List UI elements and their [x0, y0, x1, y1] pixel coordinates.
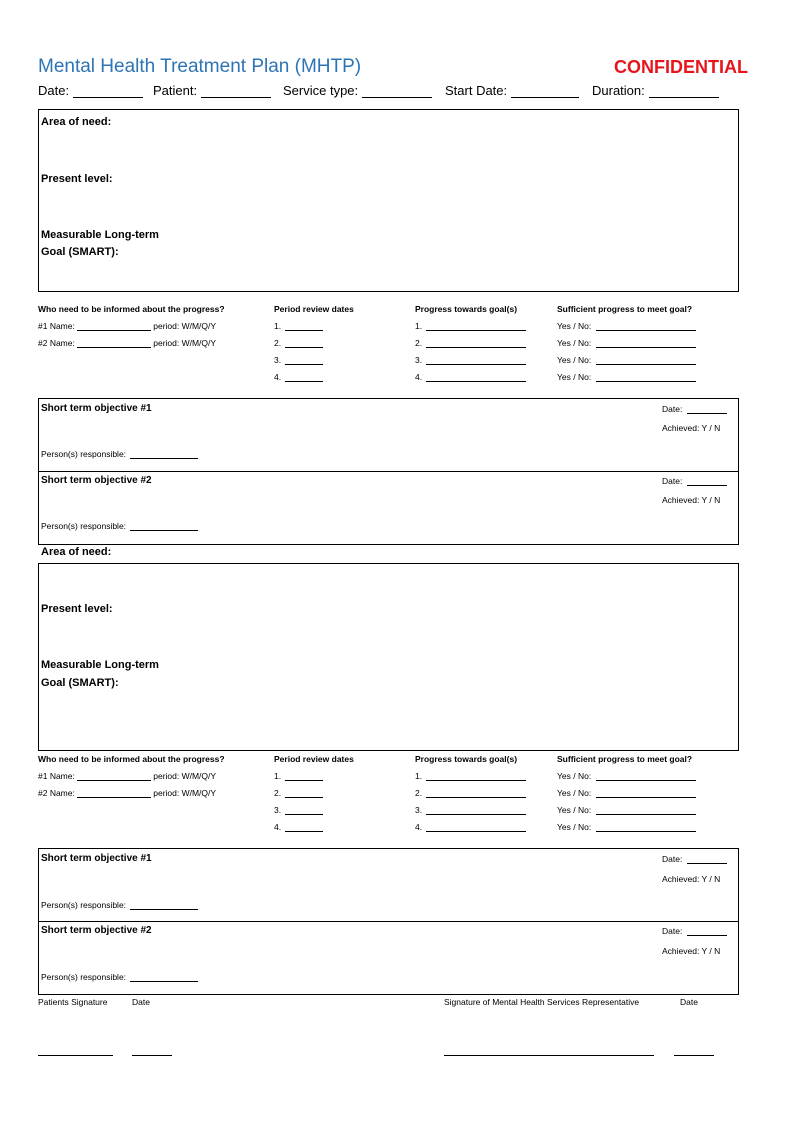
sufficient-2-2[interactable]: Yes / No:	[557, 788, 696, 798]
patient-field[interactable]: Patient:	[153, 83, 271, 98]
review-date-4[interactable]: 4.	[274, 372, 323, 382]
area-of-need-label: Area of need:	[41, 116, 112, 128]
inform-header-2: Who need to be informed about the progress?	[38, 754, 225, 764]
sufficient-header: Sufficient progress to meet goal?	[557, 304, 693, 314]
name-2-field[interactable]: #2 Name: period: W/M/Q/Y	[38, 338, 217, 348]
patient-date-label: Date	[132, 997, 150, 1007]
confidential-label: CONFIDENTIAL	[614, 57, 748, 77]
rep-signature-line[interactable]	[444, 1055, 654, 1056]
sufficient-2[interactable]: Yes / No:	[557, 338, 696, 348]
objective-2-achieved-2[interactable]: Achieved: Y / N	[662, 946, 721, 956]
progress-header-2: Progress towards goal(s)	[415, 754, 518, 764]
smart-goal-label-2: Goal (SMART):	[41, 677, 119, 689]
area-of-need-label-2: Area of need:	[41, 546, 112, 558]
objective-1-date[interactable]: Date:	[662, 404, 727, 414]
objective-2-date-2[interactable]: Date:	[662, 926, 727, 936]
long-term-goal-label: Measurable Long-term	[41, 229, 159, 241]
review-date-2[interactable]: 2.	[274, 338, 323, 348]
start-date-field[interactable]: Start Date:	[445, 83, 579, 98]
progress-header: Progress towards goal(s)	[415, 304, 518, 314]
objective-1-title-2: Short term objective #1	[41, 853, 152, 864]
name-1-field[interactable]: #1 Name: period: W/M/Q/Y	[38, 321, 217, 331]
review-date-1[interactable]: 1.	[274, 321, 323, 331]
sufficient-header-2: Sufficient progress to meet goal?	[557, 754, 693, 764]
objective-2-title-2: Short term objective #2	[41, 925, 152, 936]
progress-2[interactable]: 2.	[415, 338, 526, 348]
rep-date-label: Date	[680, 997, 698, 1007]
objective-1-title: Short term objective #1	[41, 403, 152, 414]
name-1-field-2[interactable]: #1 Name: period: W/M/Q/Y	[38, 771, 217, 781]
present-level-label-2: Present level:	[41, 603, 113, 615]
progress-1-2[interactable]: 1.	[415, 771, 526, 781]
review-date-4-2[interactable]: 4.	[274, 822, 323, 832]
review-dates-header: Period review dates	[274, 304, 354, 314]
objective-2-person[interactable]: Person(s) responsible:	[41, 521, 198, 531]
review-date-2-2[interactable]: 2.	[274, 788, 323, 798]
duration-field[interactable]: Duration:	[592, 83, 719, 98]
present-level-label: Present level:	[41, 173, 113, 185]
patient-date-line[interactable]	[132, 1055, 172, 1056]
patient-signature-line[interactable]	[38, 1055, 113, 1056]
rep-date-line[interactable]	[674, 1055, 714, 1056]
sufficient-3[interactable]: Yes / No:	[557, 355, 696, 365]
review-date-3-2[interactable]: 3.	[274, 805, 323, 815]
review-dates-header-2: Period review dates	[274, 754, 354, 764]
objectives-box-2	[38, 848, 739, 995]
goal-box-2[interactable]	[38, 563, 739, 751]
progress-1[interactable]: 1.	[415, 321, 526, 331]
long-term-goal-label-2: Measurable Long-term	[41, 659, 159, 671]
sufficient-1[interactable]: Yes / No:	[557, 321, 696, 331]
progress-4[interactable]: 4.	[415, 372, 526, 382]
progress-4-2[interactable]: 4.	[415, 822, 526, 832]
patient-signature-label: Patients Signature	[38, 997, 108, 1007]
objective-2-achieved[interactable]: Achieved: Y / N	[662, 495, 721, 505]
name-2-field-2[interactable]: #2 Name: period: W/M/Q/Y	[38, 788, 217, 798]
objective-1-date-2[interactable]: Date:	[662, 854, 727, 864]
review-date-3[interactable]: 3.	[274, 355, 323, 365]
page-title: Mental Health Treatment Plan (MHTP)	[38, 56, 362, 77]
objective-2-person-2[interactable]: Person(s) responsible:	[41, 972, 198, 982]
sufficient-4[interactable]: Yes / No:	[557, 372, 696, 382]
objective-1-person-2[interactable]: Person(s) responsible:	[41, 900, 198, 910]
smart-goal-label: Goal (SMART):	[41, 246, 119, 258]
sufficient-4-2[interactable]: Yes / No:	[557, 822, 696, 832]
progress-3[interactable]: 3.	[415, 355, 526, 365]
objectives-divider	[39, 471, 738, 472]
objective-2-title: Short term objective #2	[41, 475, 152, 486]
objective-1-achieved-2[interactable]: Achieved: Y / N	[662, 874, 721, 884]
objective-1-person[interactable]: Person(s) responsible:	[41, 449, 198, 459]
objectives-box-1	[38, 398, 739, 545]
date-field[interactable]: Date:	[38, 83, 143, 98]
review-date-1-2[interactable]: 1.	[274, 771, 323, 781]
progress-2-2[interactable]: 2.	[415, 788, 526, 798]
sufficient-3-2[interactable]: Yes / No:	[557, 805, 696, 815]
goal-box-1[interactable]	[38, 109, 739, 292]
objective-2-date[interactable]: Date:	[662, 476, 727, 486]
inform-header: Who need to be informed about the progress?	[38, 304, 225, 314]
progress-3-2[interactable]: 3.	[415, 805, 526, 815]
objective-1-achieved[interactable]: Achieved: Y / N	[662, 423, 721, 433]
service-type-field[interactable]: Service type:	[283, 83, 432, 98]
sufficient-1-2[interactable]: Yes / No:	[557, 771, 696, 781]
objectives-divider-2	[39, 921, 738, 922]
rep-signature-label: Signature of Mental Health Services Representative	[444, 997, 640, 1007]
